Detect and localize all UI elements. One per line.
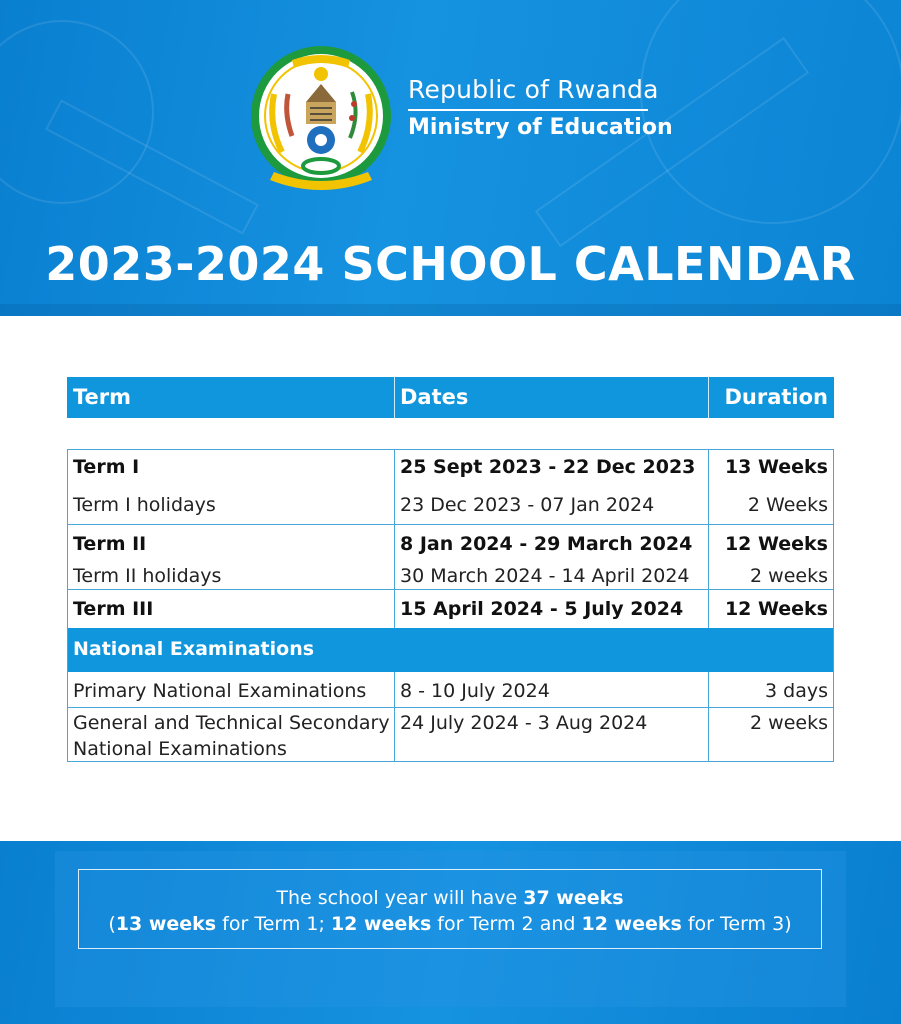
summary-text: for Term 2 and <box>431 913 582 935</box>
duration-cell: 2 Weeks <box>747 494 828 516</box>
table-header <box>67 377 834 418</box>
header-divider <box>394 377 395 418</box>
summary-term2-weeks: 12 weeks <box>330 913 432 935</box>
column-divider <box>708 672 709 762</box>
dates-cell: 15 April 2024 - 5 July 2024 <box>400 598 684 620</box>
column-header-duration: Duration <box>724 385 828 409</box>
summary-text: for Term 3) <box>681 913 792 935</box>
ministry-name: Ministry of Education <box>408 115 673 140</box>
summary-line-2 <box>78 911 822 937</box>
ministry-brand <box>408 74 673 145</box>
rwanda-coat-of-arms-icon <box>248 44 394 200</box>
dates-cell: 30 March 2024 - 14 April 2024 <box>400 565 690 587</box>
summary-term3-weeks: 12 weeks <box>581 913 682 935</box>
row-divider <box>67 589 834 590</box>
duration-cell: 2 weeks <box>750 712 828 734</box>
term-cell-line2: National Examinations <box>73 738 287 760</box>
column-divider <box>708 449 709 628</box>
column-divider <box>394 672 395 762</box>
term-cell: Term II holidays <box>73 565 222 587</box>
summary-term1-weeks: 13 weeks <box>115 913 217 935</box>
dates-cell: 23 Dec 2023 - 07 Jan 2024 <box>400 494 655 516</box>
republic-name: Republic of Rwanda <box>408 74 648 111</box>
row-divider <box>67 707 834 708</box>
term-cell: Term I holidays <box>73 494 216 516</box>
column-header-dates: Dates <box>400 385 469 409</box>
duration-cell: 13 Weeks <box>724 456 828 478</box>
national-exams-section-header <box>68 628 833 672</box>
section-label: National Examinations <box>73 638 315 660</box>
duration-cell: 3 days <box>765 680 828 702</box>
row-divider <box>67 524 834 525</box>
dates-cell: 8 - 10 July 2024 <box>400 680 550 702</box>
dates-cell: 25 Sept 2023 - 22 Dec 2023 <box>400 456 696 478</box>
summary-text: for Term 1; <box>216 913 331 935</box>
column-divider <box>394 449 395 628</box>
summary-total-weeks: 37 weeks <box>523 887 624 909</box>
header-divider <box>708 377 709 418</box>
term-cell: Term I <box>73 456 140 478</box>
duration-cell: 12 Weeks <box>724 598 828 620</box>
footer-banner <box>0 841 901 1024</box>
term-cell: Primary National Examinations <box>73 680 367 702</box>
summary-line-1 <box>78 885 822 911</box>
column-header-term: Term <box>73 385 132 409</box>
duration-cell: 2 weeks <box>750 565 828 587</box>
duration-cell: 12 Weeks <box>724 533 828 555</box>
summary-text: The school year will have <box>276 887 524 909</box>
header-banner <box>0 0 901 316</box>
term-cell: Term II <box>73 533 147 555</box>
page-title: 2023-2024 SCHOOL CALENDAR <box>45 237 856 291</box>
dates-cell: 24 July 2024 - 3 Aug 2024 <box>400 712 648 734</box>
term-cell: Term III <box>73 598 154 620</box>
term-cell-line1: General and Technical Secondary <box>73 712 390 734</box>
header-bottom-strip <box>0 304 901 316</box>
dates-cell: 8 Jan 2024 - 29 March 2024 <box>400 533 693 555</box>
summary-text: ( <box>108 913 116 935</box>
